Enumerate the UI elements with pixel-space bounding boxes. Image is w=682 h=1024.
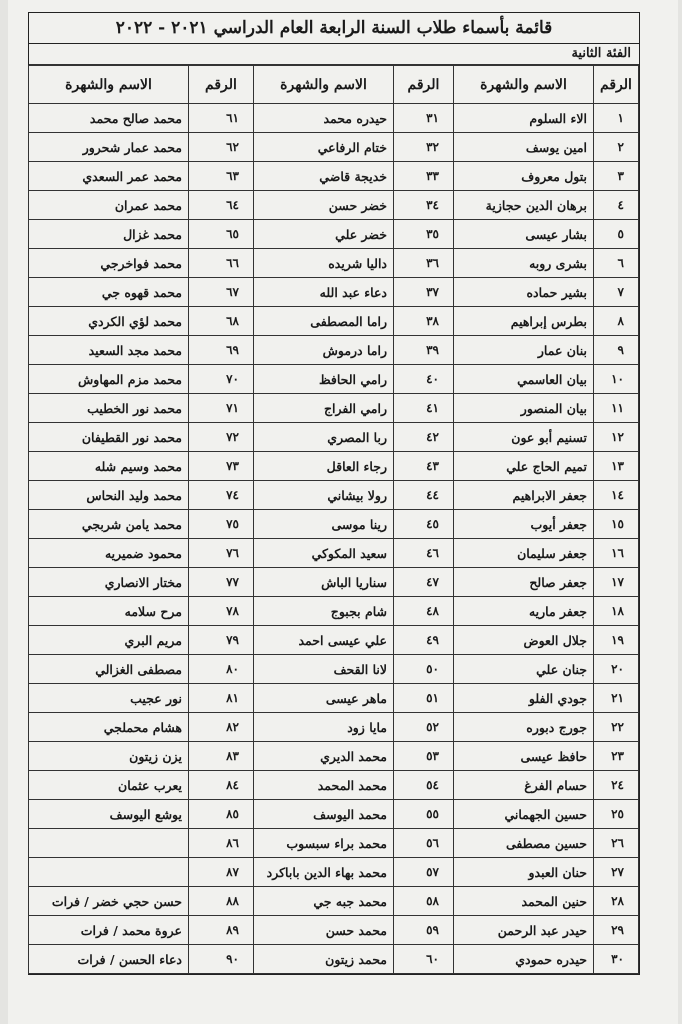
student-name: بيان المنصور [454,394,594,423]
table-row [29,249,639,278]
table-row [29,684,639,713]
student-name: بشار عيسى [454,220,594,249]
student-number: ٧٨ [189,597,254,626]
student-number: ٤١ [394,394,454,423]
student-number: ٤٧ [394,568,454,597]
student-number: ٦٦ [189,249,254,278]
table-row [29,916,639,945]
student-name: لانا القحف [254,655,394,684]
table-row [29,829,639,858]
table-row [29,307,639,336]
student-name: خديجة قاضي [254,162,394,191]
student-number: ٦٣ [189,162,254,191]
student-name: بشرى روبه [454,249,594,278]
student-number: ٢٢ [594,713,639,742]
student-name: محمود ضميريه [29,539,189,568]
header-name-1: الاسم والشهرة [454,66,594,104]
student-name: محمد براء سبسوب [254,829,394,858]
student-number: ٢٤ [594,771,639,800]
student-number: ٨٠ [189,655,254,684]
student-name: رامي الحافظ [254,365,394,394]
student-name: محمد مجد السعيد [29,336,189,365]
table-row [29,713,639,742]
student-number: ٨٦ [189,829,254,858]
student-name: محمد مزم المهاوش [29,365,189,394]
student-number: ٨٧ [189,858,254,887]
student-name: يزن زيتون [29,742,189,771]
student-number: ٥٩ [394,916,454,945]
student-number: ٤٢ [394,423,454,452]
student-name: بتول معروف [454,162,594,191]
student-name: امين يوسف [454,133,594,162]
student-name: محمد عمار شحرور [29,133,189,162]
student-number: ٣٨ [394,307,454,336]
table-row [29,510,639,539]
student-name: محمد لؤي الكردي [29,307,189,336]
student-number: ٦ [594,249,639,278]
student-name: عروة محمد / فرات [29,916,189,945]
student-name: حيدره محمد [254,104,394,133]
table-row [29,597,639,626]
student-number: ٦٥ [189,220,254,249]
student-number: ٨ [594,307,639,336]
table-row [29,191,639,220]
student-number: ٢٦ [594,829,639,858]
student-name: حنان العبدو [454,858,594,887]
student-number: ٣٤ [394,191,454,220]
student-name: تميم الحاج علي [454,452,594,481]
group-label: الفئة الثانية [29,44,639,65]
table-row [29,394,639,423]
student-name: سناريا الباش [254,568,394,597]
student-name: محمد فواخرجي [29,249,189,278]
student-number: ٥٦ [394,829,454,858]
student-number: ٧٥ [189,510,254,539]
student-number: ١٢ [594,423,639,452]
student-number: ٣٣ [394,162,454,191]
student-name: مختار الانصاري [29,568,189,597]
table-row [29,278,639,307]
student-number: ٤٥ [394,510,454,539]
student-number: ٣٠ [594,945,639,974]
student-number: ٥٢ [394,713,454,742]
student-name: شام بجبوج [254,597,394,626]
student-name: رينا موسى [254,510,394,539]
student-number: ٥٤ [394,771,454,800]
student-name: جعفر أيوب [454,510,594,539]
table-row [29,104,639,133]
paper-sheet [8,0,678,1024]
student-number: ٢٩ [594,916,639,945]
student-number: ٤٠ [394,365,454,394]
student-name: جنان علي [454,655,594,684]
student-number: ١٦ [594,539,639,568]
student-number: ٨٨ [189,887,254,916]
student-number: ٦٨ [189,307,254,336]
table-row [29,162,639,191]
student-name: محمد المحمد [254,771,394,800]
student-number: ٨٩ [189,916,254,945]
student-name: رجاء العاقل [254,452,394,481]
student-number: ٣ [594,162,639,191]
student-number: ٨١ [189,684,254,713]
table-row [29,568,639,597]
student-name: حسام الفرغ [454,771,594,800]
student-number: ٤٤ [394,481,454,510]
student-name: محمد قهوه جي [29,278,189,307]
student-number: ٥٣ [394,742,454,771]
student-name [29,829,189,858]
student-number: ٦٢ [189,133,254,162]
student-name: داليا شريده [254,249,394,278]
student-name: نور عجيب [29,684,189,713]
student-name: جعفر سليمان [454,539,594,568]
students-table [28,65,639,974]
student-number: ٦١ [189,104,254,133]
student-number: ٤٨ [394,597,454,626]
student-number: ٣٩ [394,336,454,365]
table-row [29,423,639,452]
student-name: محمد جبه جي [254,887,394,916]
student-name: حيدره حمودي [454,945,594,974]
table-row [29,655,639,684]
student-number: ٢ [594,133,639,162]
student-name: رولا بيشاني [254,481,394,510]
student-name: مريم البري [29,626,189,655]
student-name: محمد صالح محمد [29,104,189,133]
student-name: محمد يامن شربجي [29,510,189,539]
table-row [29,626,639,655]
student-name: حافظ عيسى [454,742,594,771]
student-number: ٤٣ [394,452,454,481]
table-row [29,858,639,887]
student-number: ٧٤ [189,481,254,510]
student-name: جورج دبوره [454,713,594,742]
student-number: ٧٣ [189,452,254,481]
student-number: ٦٧ [189,278,254,307]
header-number-3: الرقم [189,66,254,104]
table-row [29,539,639,568]
student-name: جعفر ماريه [454,597,594,626]
student-name: رامي الفراج [254,394,394,423]
student-name [29,858,189,887]
student-name: يعرب عثمان [29,771,189,800]
student-name: محمد وسيم شله [29,452,189,481]
student-name: تسنيم أبو عون [454,423,594,452]
student-name: حنين المحمد [454,887,594,916]
student-name: محمد الديري [254,742,394,771]
student-number: ١٥ [594,510,639,539]
table-row [29,133,639,162]
student-name: دعاء الحسن / فرات [29,945,189,974]
student-number: ٨٣ [189,742,254,771]
student-name: حسين مصطفى [454,829,594,858]
student-number: ٩٠ [189,945,254,974]
student-number: ٢٧ [594,858,639,887]
student-number: ١٩ [594,626,639,655]
student-name: علي عيسى احمد [254,626,394,655]
student-name: جعفر الابراهيم [454,481,594,510]
student-name: حسين الجهماني [454,800,594,829]
student-number: ٢٨ [594,887,639,916]
student-number: ٤٩ [394,626,454,655]
table-row [29,887,639,916]
table-row [29,771,639,800]
student-name: محمد عمران [29,191,189,220]
student-number: ١١ [594,394,639,423]
student-number: ٢١ [594,684,639,713]
student-number: ٦٤ [189,191,254,220]
student-number: ١٨ [594,597,639,626]
header-number-1: الرقم [594,66,639,104]
student-name: برهان الدين حجازية [454,191,594,220]
student-number: ١٤ [594,481,639,510]
student-name: محمد وليد النحاس [29,481,189,510]
header-name-2: الاسم والشهرة [254,66,394,104]
student-name: ماهر عيسى [254,684,394,713]
student-number: ٧١ [189,394,254,423]
student-number: ٤ [594,191,639,220]
table-row [29,220,639,249]
student-number: ٨٥ [189,800,254,829]
student-name: راما المصطفى [254,307,394,336]
table-row [29,481,639,510]
student-name: الاء السلوم [454,104,594,133]
student-number: ١٧ [594,568,639,597]
student-name: بشير حماده [454,278,594,307]
student-number: ٧٦ [189,539,254,568]
student-number: ٤٦ [394,539,454,568]
student-name: محمد غزال [29,220,189,249]
student-number: ٧ [594,278,639,307]
student-name: جودي الفلو [454,684,594,713]
student-number: ٥ [594,220,639,249]
student-name: محمد حسن [254,916,394,945]
student-number: ٧٢ [189,423,254,452]
student-number: ١ [594,104,639,133]
student-number: ٩ [594,336,639,365]
student-list-document [28,12,640,975]
student-name: هشام محملجي [29,713,189,742]
student-number: ٧٩ [189,626,254,655]
student-name: خضر علي [254,220,394,249]
student-number: ٣٥ [394,220,454,249]
student-number: ٢٠ [594,655,639,684]
table-row [29,742,639,771]
student-number: ٨٢ [189,713,254,742]
student-name: راما درموش [254,336,394,365]
student-name: محمد اليوسف [254,800,394,829]
header-name-3: الاسم والشهرة [29,66,189,104]
student-name: جلال العوض [454,626,594,655]
student-name: خضر حسن [254,191,394,220]
student-name: مرح سلامه [29,597,189,626]
table-row [29,336,639,365]
student-number: ٣٢ [394,133,454,162]
table-row [29,365,639,394]
table-row [29,945,639,974]
student-name: دعاء عبد الله [254,278,394,307]
student-number: ٥٠ [394,655,454,684]
student-name: بنان عمار [454,336,594,365]
student-number: ٧٧ [189,568,254,597]
student-number: ١٠ [594,365,639,394]
student-name: محمد بهاء الدين باباكرد [254,858,394,887]
student-number: ٢٣ [594,742,639,771]
table-header-row [29,66,639,104]
header-number-2: الرقم [394,66,454,104]
student-number: ٦٠ [394,945,454,974]
student-name: بيان العاسمي [454,365,594,394]
document-title: قائمة بأسماء طلاب السنة الرابعة العام الدراسي ٢٠٢١ - ٢٠٢٢ [29,12,639,44]
student-name: سعيد المكوكي [254,539,394,568]
student-name: ربا المصري [254,423,394,452]
student-name: محمد نور القطيفان [29,423,189,452]
student-name: حسن حجي خضر / فرات [29,887,189,916]
student-number: ٣٦ [394,249,454,278]
student-name: محمد نور الخطيب [29,394,189,423]
student-name: مايا زود [254,713,394,742]
student-number: ١٣ [594,452,639,481]
table-row [29,800,639,829]
student-name: مصطفى الغزالي [29,655,189,684]
student-number: ٣١ [394,104,454,133]
table-row [29,452,639,481]
student-number: ٨٤ [189,771,254,800]
student-number: ٥٧ [394,858,454,887]
student-name: يوشع اليوسف [29,800,189,829]
student-name: حيدر عبد الرحمن [454,916,594,945]
student-number: ٥١ [394,684,454,713]
student-name: جعفر صالح [454,568,594,597]
student-number: ٥٥ [394,800,454,829]
student-number: ٥٨ [394,887,454,916]
student-number: ٣٧ [394,278,454,307]
student-name: بطرس إبراهيم [454,307,594,336]
student-number: ٦٩ [189,336,254,365]
student-number: ٧٠ [189,365,254,394]
student-name: ختام الرفاعي [254,133,394,162]
student-name: محمد زيتون [254,945,394,974]
student-name: محمد عمر السعدي [29,162,189,191]
student-number: ٢٥ [594,800,639,829]
